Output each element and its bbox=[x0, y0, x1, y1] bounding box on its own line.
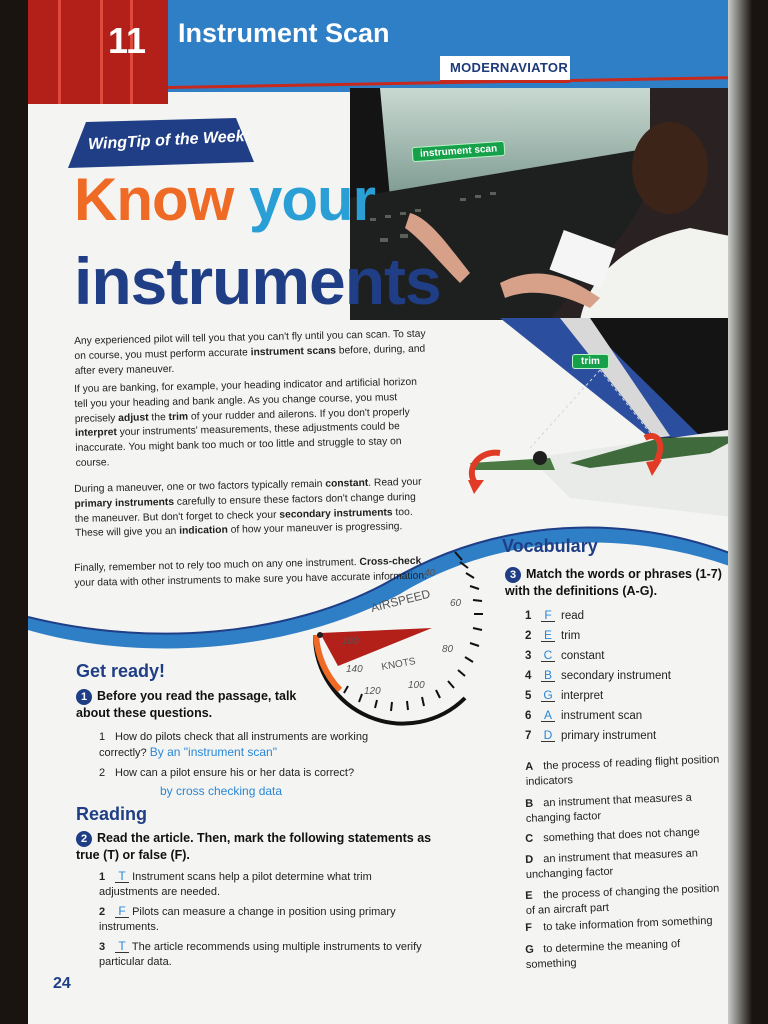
question-answer: By an "instrument scan" bbox=[149, 745, 277, 759]
section-title-vocabulary: Vocabulary bbox=[502, 536, 598, 556]
gauge-tick-120: 120 bbox=[364, 686, 381, 697]
article-text-run: your instruments' measurements, these adjustments could be inaccurate. You might bank too much or too little and struggle to stay on course. bbox=[75, 421, 402, 469]
section-title-reading: Reading bbox=[76, 804, 148, 824]
headline-word-your: your bbox=[248, 166, 376, 233]
word-number: 4 bbox=[525, 670, 532, 682]
word-number: 2 bbox=[525, 630, 532, 642]
page-number: 24 bbox=[53, 975, 71, 992]
vocabulary-word-item bbox=[525, 730, 656, 742]
word-number: 6 bbox=[525, 710, 532, 722]
answer-blank[interactable]: D bbox=[541, 730, 555, 742]
article-keyword: adjust bbox=[118, 412, 149, 424]
gauge-tick-60: 60 bbox=[450, 598, 462, 609]
section-title-get-ready: Get ready! bbox=[76, 661, 166, 681]
answer-blank[interactable]: G bbox=[541, 690, 555, 702]
vocabulary-word-item bbox=[525, 670, 671, 682]
vocabulary-word-item bbox=[525, 650, 604, 662]
article-keyword: primary instruments bbox=[74, 496, 175, 510]
article-keyword: instrument scans bbox=[250, 345, 337, 359]
get-ready-instruction bbox=[76, 688, 306, 721]
definition-text: an instrument that measures a changing factor bbox=[525, 791, 692, 825]
statement-text: The article recommends using multiple instruments to verify particular data. bbox=[99, 941, 422, 968]
reading-instruction bbox=[76, 830, 456, 863]
headline-line-1 bbox=[74, 166, 376, 233]
get-ready-question-2 bbox=[99, 766, 399, 781]
word-number: 1 bbox=[525, 610, 532, 622]
gauge-label-knots: KNOTS bbox=[380, 656, 417, 673]
answer-blank[interactable]: E bbox=[541, 630, 555, 642]
definition-text: something that does not change bbox=[543, 826, 700, 845]
article-paragraph-2 bbox=[74, 376, 432, 472]
answer-blank[interactable]: A bbox=[541, 710, 555, 722]
vocabulary-word-item bbox=[525, 690, 603, 702]
magazine-name-suffix: AVIATOR bbox=[509, 60, 569, 75]
answer-blank[interactable]: B bbox=[541, 670, 555, 682]
photo-label-trim: trim bbox=[572, 354, 609, 369]
reading-statement-3 bbox=[99, 940, 434, 970]
wingtip-label: WingTip of the Week: bbox=[87, 127, 251, 154]
word-text: secondary instrument bbox=[561, 670, 671, 682]
reading-statement-1 bbox=[99, 870, 429, 900]
article-text-run: the bbox=[148, 411, 169, 424]
headline-line-2: instruments bbox=[74, 244, 441, 318]
article-text-run: too. These will give you an bbox=[74, 506, 413, 540]
definition-letter: E bbox=[525, 889, 533, 902]
exercise-number-3: 3 bbox=[505, 567, 521, 583]
definition-text: to take information from something bbox=[543, 914, 713, 934]
magazine-name-prefix: MODERN bbox=[450, 60, 510, 75]
definition-text: the process of reading flight position indicators bbox=[525, 753, 720, 788]
article-text-run: of your rudder and ailerons. If you don't properly bbox=[187, 406, 410, 423]
headline-word-know: Know bbox=[74, 166, 234, 233]
article-text-run: . Read your bbox=[368, 476, 422, 489]
question-number: 1 bbox=[99, 731, 106, 743]
article-paragraph-3 bbox=[74, 476, 431, 543]
word-text: instrument scan bbox=[561, 710, 643, 722]
word-number: 3 bbox=[525, 650, 532, 662]
gauge-tick-160: 160 bbox=[342, 636, 359, 647]
word-text: interpret bbox=[561, 690, 604, 702]
word-text: read bbox=[561, 610, 585, 622]
word-number: 5 bbox=[525, 690, 532, 702]
article-keyword: Cross-check bbox=[359, 555, 422, 569]
page-binding-shadow bbox=[728, 0, 768, 1024]
definition-letter: B bbox=[525, 797, 534, 810]
statement-number: 1 bbox=[99, 871, 106, 883]
answer-blank[interactable]: T bbox=[115, 871, 129, 883]
definition-letter: C bbox=[525, 832, 534, 845]
statement-number: 2 bbox=[99, 906, 106, 918]
magazine-banner bbox=[440, 56, 570, 83]
statement-text: Pilots can measure a change in position using primary instruments. bbox=[99, 906, 396, 933]
article-text-run: Finally, remember not to rely too much on any one instrument. bbox=[74, 557, 360, 574]
article-text-run: If you are banking, for example, your heading indicator and artificial horizon tell you your heading and bank angle. As you change course, you must precisely bbox=[74, 376, 418, 425]
answer-blank[interactable]: F bbox=[115, 906, 129, 918]
word-text: constant bbox=[561, 650, 605, 662]
gauge-tick-140: 140 bbox=[346, 664, 363, 675]
gauge-label-airspeed: AIRSPEED bbox=[369, 586, 432, 615]
word-number: 7 bbox=[525, 730, 532, 742]
question-text: How do pilots check that all instruments are working correctly? bbox=[99, 731, 369, 759]
definition-letter: G bbox=[525, 943, 535, 956]
vocabulary-word-item bbox=[525, 710, 642, 722]
exercise-number-1: 1 bbox=[76, 689, 92, 705]
vocabulary-instruction-text: Match the words or phrases (1-7) with the definitions (A-G). bbox=[505, 567, 722, 598]
gauge-tick-40: 40 bbox=[424, 568, 436, 579]
get-ready-question-1 bbox=[99, 730, 399, 761]
definition-letter: F bbox=[525, 921, 533, 934]
article-keyword: secondary instruments bbox=[279, 506, 393, 521]
word-text: primary instrument bbox=[561, 730, 657, 742]
statement-text: Instrument scans help a pilot determine what trim adjustments are needed. bbox=[99, 871, 372, 898]
gauge-tick-100: 100 bbox=[408, 680, 425, 691]
article-paragraph-1 bbox=[74, 328, 431, 380]
vocabulary-word-item bbox=[525, 630, 580, 642]
definition-text: to determine the meaning of something bbox=[525, 938, 681, 971]
question-number: 2 bbox=[99, 767, 106, 779]
reading-statement-2 bbox=[99, 905, 434, 935]
article-text-run: before, during, and after every maneuver. bbox=[74, 343, 426, 377]
unit-number-block bbox=[28, 0, 168, 104]
vocabulary-word-item bbox=[525, 610, 584, 622]
article-text-run: carefully to ensure these factors don't change during the maneuver. But don't forget to check your bbox=[74, 491, 416, 525]
get-ready-answer-2: by cross checking data bbox=[160, 784, 283, 798]
article-keyword: indication bbox=[179, 525, 228, 538]
definition-letter: D bbox=[525, 853, 534, 866]
gauge-tick-80: 80 bbox=[442, 644, 454, 655]
answer-blank[interactable]: F bbox=[541, 610, 555, 622]
article-text-run: During a maneuver, one or two factors typically remain bbox=[74, 478, 326, 495]
article-keyword: trim bbox=[168, 411, 189, 423]
reading-instruction-text: Read the article. Then, mark the following statements as true (T) or false (F). bbox=[76, 831, 432, 862]
article-keyword: constant bbox=[325, 477, 369, 490]
definition-letter: A bbox=[525, 760, 534, 773]
vocabulary-instruction bbox=[505, 566, 725, 599]
article-keyword: interpret bbox=[74, 427, 117, 440]
article-text-run: of how your maneuver is progressing. bbox=[227, 521, 403, 537]
statement-number: 3 bbox=[99, 941, 106, 953]
exercise-number-2: 2 bbox=[76, 831, 92, 847]
answer-blank[interactable]: C bbox=[541, 650, 555, 662]
unit-number: 11 bbox=[108, 20, 147, 61]
definition-text: the process of changing the position of an aircraft part bbox=[525, 882, 720, 917]
article-text-run: Any experienced pilot will tell you that you can't fly until you can scan. To stay on course, you must perform accurate bbox=[74, 328, 426, 362]
photo-label-instrument-scan: instrument scan bbox=[412, 141, 506, 162]
word-text: trim bbox=[561, 630, 581, 642]
airspeed-gauge bbox=[300, 540, 500, 730]
definition-text: an instrument that measures an unchanging factor bbox=[525, 847, 699, 881]
article-text-run: your data with other instruments to make sure you have accurate information. bbox=[74, 570, 428, 589]
question-text: How can a pilot ensure his or her data is correct? bbox=[115, 767, 355, 779]
answer-blank[interactable]: T bbox=[115, 941, 129, 953]
get-ready-instruction-text: Before you read the passage, talk about these questions. bbox=[76, 689, 297, 720]
unit-title: Instrument Scan bbox=[178, 18, 390, 48]
